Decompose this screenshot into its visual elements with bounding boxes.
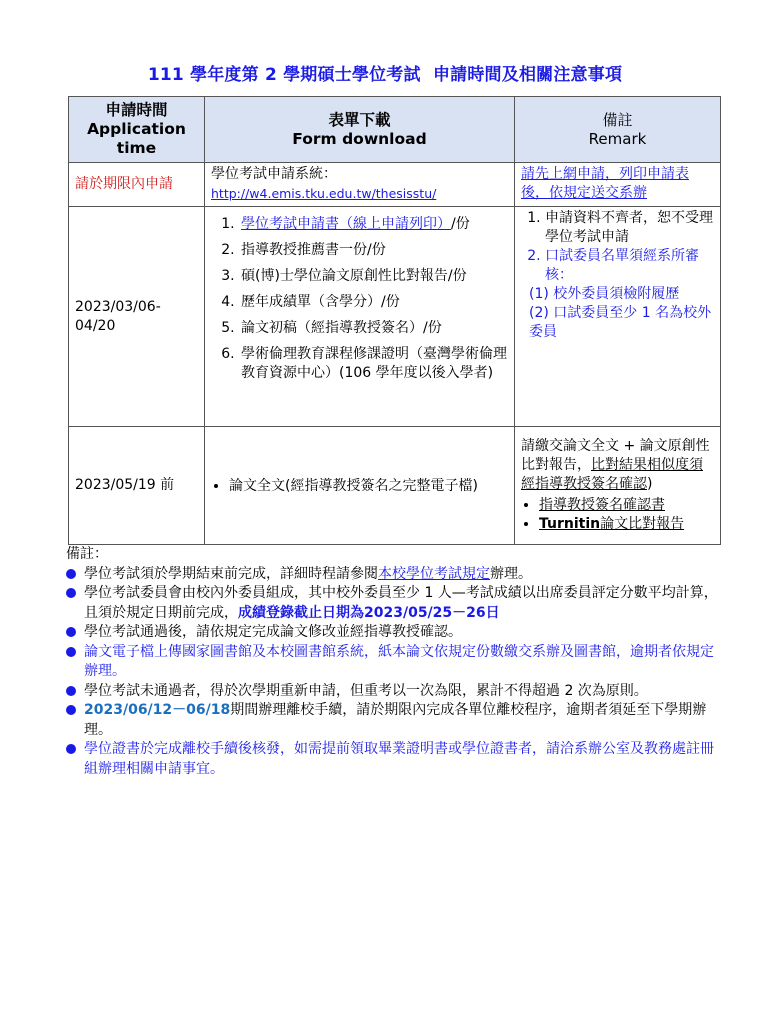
remark-sub1: (1) 校外委員須檢附履歷 — [529, 286, 680, 302]
list-item: 論文電子檔上傳國家圖書館及本校圖書館系統，紙本論文依規定份數繳交系辦及圖書館，逾期者依規定辦理。 — [84, 643, 724, 682]
row1-form-cell — [205, 163, 515, 207]
row2-form-cell — [205, 207, 515, 427]
header-form-download — [205, 97, 515, 163]
list-item: 學位考試須於學期結束前完成，詳細時程請參閱本校學位考試規定辦理。 — [84, 565, 724, 585]
required-forms-list — [211, 215, 508, 383]
row3-remark-intro: 請繳交論文全文 + 論文原創性比對報告， — [521, 438, 710, 473]
header-col1-zh: 申請時間 — [105, 101, 168, 119]
list-item: 2. 指導教授推薦書一份/份 — [239, 241, 508, 260]
list-item: 學位考試委員會由校內外委員組成，其中校外委員至少 1 人—考試成績以出席委員評定分數平均計算，且須於規定日期前完成，成績登錄截止日期為2023/05/25－26日 — [84, 584, 724, 623]
list-item: 學位考試通過後，請依規定完成論文修改並經指導教授確認。 — [84, 623, 724, 643]
table-header-row — [69, 97, 721, 163]
row3-time: 2023/05/19 前 — [69, 427, 205, 545]
list-item: 4. 歷年成績單（含學分）/份 — [239, 293, 508, 312]
remark-sub2: (2) 口試委員至少 1 名為校外委員 — [529, 305, 712, 340]
list-item: 1. 學位考試申請書（線上申請列印）/份 — [239, 215, 508, 234]
header-col2-en: Form download — [292, 129, 427, 148]
list-item: • 論文全文(經指導教授簽名之完整電子檔) — [229, 477, 508, 496]
table-row — [69, 427, 721, 545]
row3-form-cell — [205, 427, 515, 545]
row1-form-text: 學位考試申請系統： — [211, 166, 337, 182]
row1-remark: 請先上網申請，列印申請表後，依規定送交系辦 — [515, 163, 721, 207]
table-row — [69, 207, 721, 427]
application-form-link[interactable]: 學位考試申請書（線上申請列印） — [241, 216, 451, 232]
row3-remark-list — [521, 496, 714, 534]
list-item: • Turnitin論文比對報告 — [539, 515, 714, 534]
schedule-table — [68, 96, 721, 545]
list-item: • 指導教授簽名確認書 — [539, 496, 714, 515]
remark-list — [521, 209, 714, 285]
row1-time: 請於期限內申請 — [69, 163, 205, 207]
header-col3-zh: 備註 — [602, 110, 633, 129]
list-item: 2. 口試委員名單須經系所審核： — [545, 247, 714, 285]
row3-remark-close: ) — [647, 476, 653, 492]
list-item: 6. 學術倫理教育課程修課證明（臺灣學術倫理教育資源中心）(106 學年度以後入學者) — [239, 345, 508, 383]
notes-label: 備註： — [66, 546, 108, 562]
list-item: 2023/06/12－06/18期間辦理離校手續，請於期限內完成各單位離校程序，逾期者須延至下學期辦理。 — [84, 701, 724, 740]
header-remark — [515, 97, 721, 163]
notes-section — [64, 545, 724, 779]
regulation-link[interactable]: 本校學位考試規定 — [378, 565, 490, 582]
list-item: 學位考試未通過者，得於次學期重新申請，但重考以一次為限，累計不得超過 2 次為原則。 — [84, 682, 724, 702]
page-title — [0, 60, 770, 85]
header-col2-zh: 表單下載 — [328, 110, 391, 129]
row3-remark-cell — [515, 427, 721, 545]
row3-form-list — [211, 477, 508, 496]
header-col3-en: Remark — [588, 129, 647, 148]
row3-remark-underline: 比對結果相似度須經指導教授簽名確認 — [521, 457, 703, 492]
row2-time: 2023/03/06-04/20 — [69, 207, 205, 427]
title-part1: 111 學年度第 2 學期碩士學位考試 — [147, 65, 421, 85]
list-item: 5. 論文初稿（經指導教授簽名）/份 — [239, 319, 508, 338]
list-item: 1. 申請資料不齊者，恕不受理學位考試申請 — [545, 209, 714, 247]
notes-list — [64, 565, 724, 780]
list-item: 3. 碩(博)士學位論文原創性比對報告/份 — [239, 267, 508, 286]
header-col1-en: Application time — [87, 120, 186, 157]
list-item: 學位證書於完成離校手續後核發，如需提前領取畢業證明書或學位證書者，請洽系辦公室及教務處註冊組辦理相關申請事宜。 — [84, 740, 724, 779]
header-application-time — [69, 97, 205, 163]
table-row — [69, 163, 721, 207]
row2-remark-cell — [515, 207, 721, 427]
thesis-system-link[interactable]: http://w4.emis.tku.edu.tw/thesisstu/ — [211, 186, 437, 201]
title-part2: 申請時間及相關注意事項 — [432, 65, 623, 85]
